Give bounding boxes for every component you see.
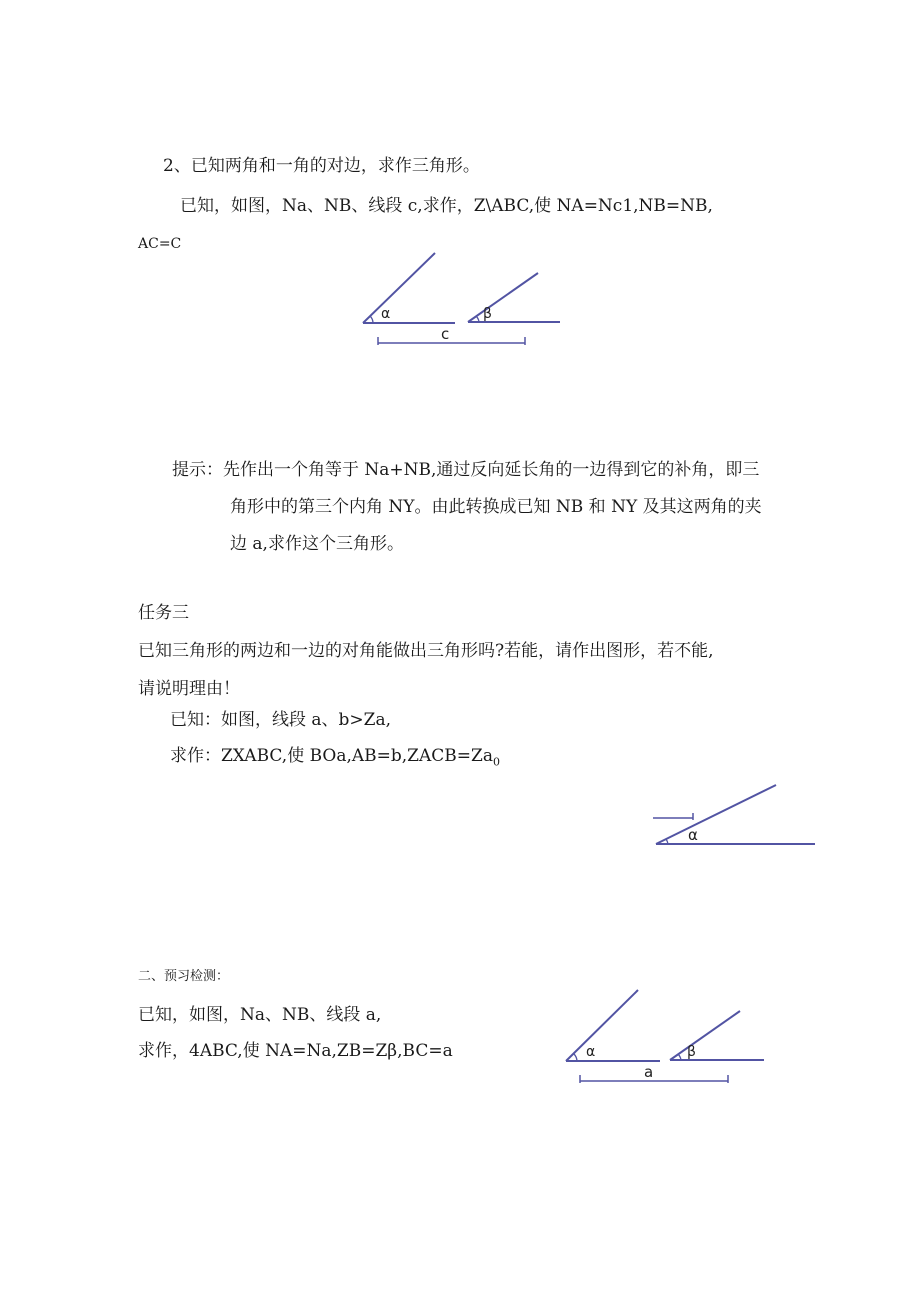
alpha-arc — [370, 316, 373, 323]
task-title: 任务三 — [138, 603, 189, 623]
hint-text: 提示：先作出一个角等于 Na+NB,通过反向延长角的一边得到它的补角，即三 — [172, 460, 760, 480]
task-construct — [170, 745, 500, 773]
beta-ray — [670, 1011, 740, 1060]
alpha-label: α — [381, 306, 391, 322]
beta-label: β — [687, 1044, 696, 1060]
task-construct-text: 求作：ZXABC,使 BOa,AB=b,ZACB=Za — [170, 746, 493, 766]
alpha-ray — [363, 253, 435, 323]
angle-figure-2 — [648, 780, 820, 852]
angle-figure-3 — [558, 984, 773, 1086]
beta-label: β — [483, 306, 492, 322]
preview-title: 二、预习检测： — [138, 969, 230, 984]
task-construct-subscript: 0 — [492, 755, 500, 769]
alpha-arc — [574, 1054, 577, 1061]
beta-ray — [468, 273, 538, 322]
section-heading: 2、已知两角和一角的对边，求作三角形。 — [163, 156, 480, 176]
alpha-label: α — [688, 826, 698, 844]
given-text-cont: AC=C — [138, 236, 182, 252]
hint-text-cont: 角形中的第三个内角 NY。由此转换成已知 NB 和 NY 及其这两角的夹 — [230, 497, 762, 517]
preview-given: 已知，如图，Na、NB、线段 a, — [138, 1005, 382, 1025]
task-question-cont: 请说明理由！ — [138, 679, 240, 699]
task-given: 已知：如图，线段 a、b>Za, — [170, 710, 392, 730]
hint-text-cont2: 边 a,求作这个三角形。 — [230, 534, 404, 554]
task-question: 已知三角形的两边和一边的对角能做出三角形吗?若能，请作出图形，若不能, — [138, 641, 714, 661]
preview-construct: 求作，4ABC,使 NA=Na,ZB=Zβ,BC=a — [138, 1041, 453, 1061]
angle-figure-1 — [355, 248, 570, 353]
segment-c-label: c — [441, 325, 450, 343]
given-text: 已知，如图，Na、NB、线段 c,求作，Z\ABC,使 NA=Nc1,NB=NB, — [180, 196, 713, 216]
alpha-ray — [656, 785, 776, 844]
alpha-label: α — [586, 1044, 596, 1060]
segment-a-label: a — [644, 1063, 654, 1081]
alpha-ray — [566, 990, 638, 1061]
